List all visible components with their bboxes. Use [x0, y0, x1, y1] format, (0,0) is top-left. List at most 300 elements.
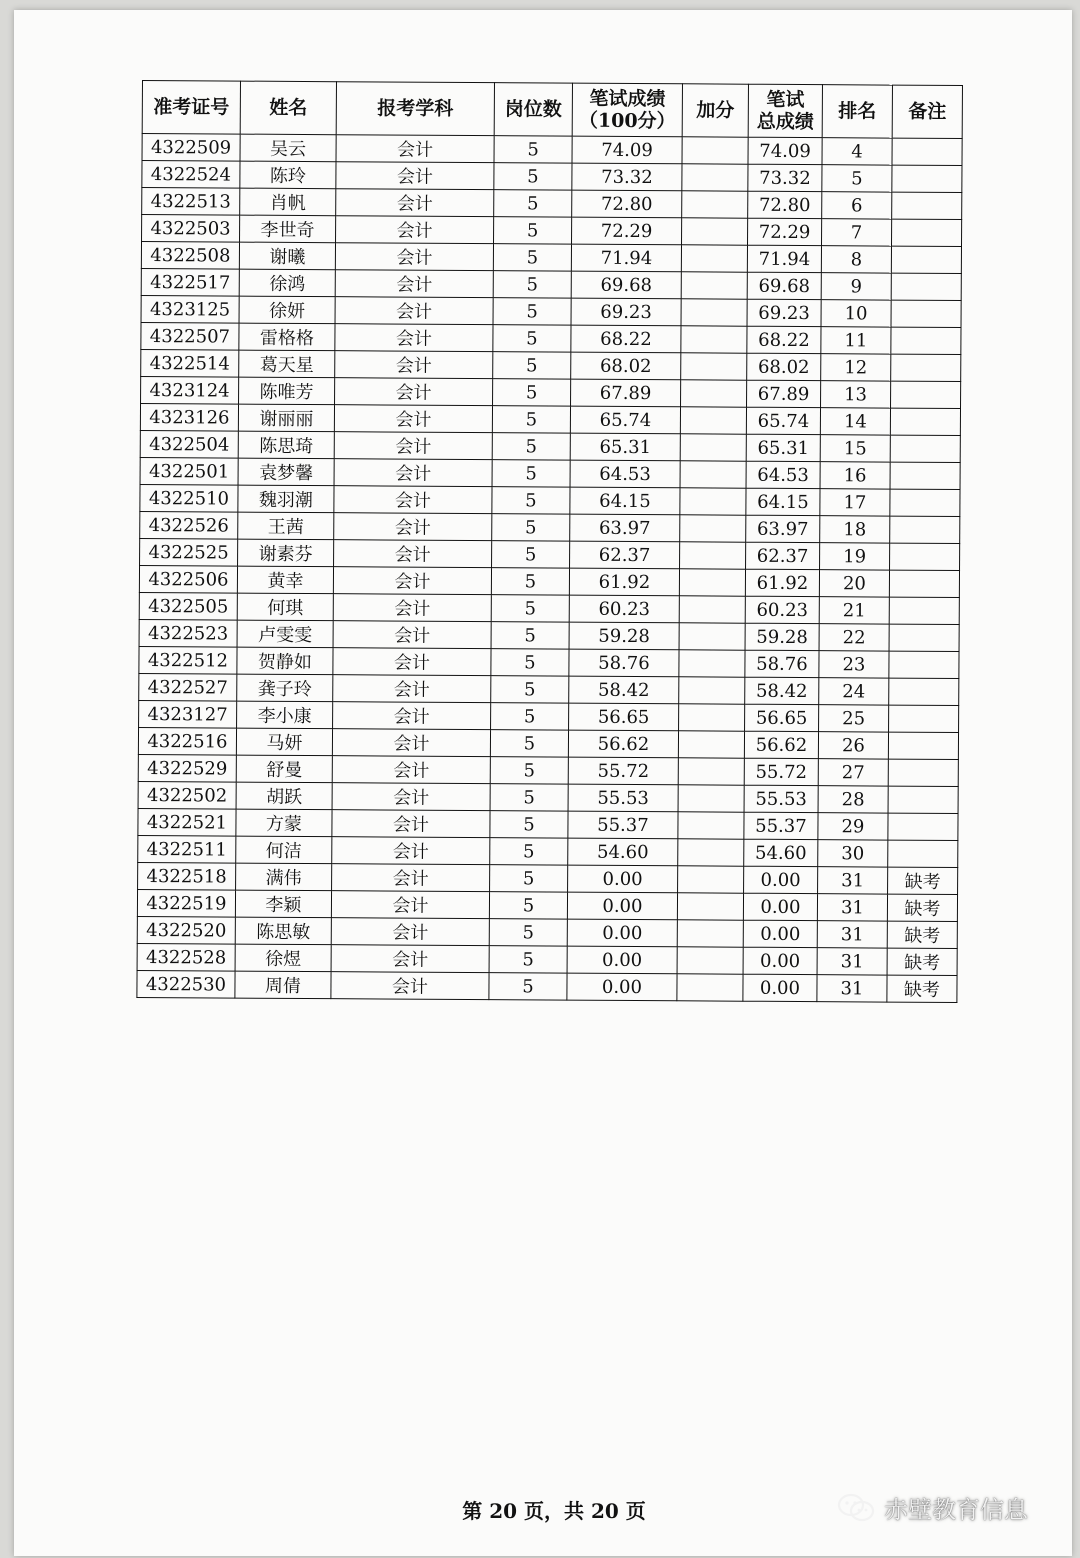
cell-total: 72.29 [748, 218, 822, 245]
cell-remark [889, 597, 959, 624]
cell-rank: 31 [817, 921, 887, 948]
cell-bonus [682, 218, 748, 245]
cell-bonus [681, 380, 747, 407]
cell-written: 74.09 [572, 136, 682, 164]
cell-positions: 5 [493, 325, 571, 352]
cell-written: 69.23 [571, 298, 681, 326]
cell-id: 4322529 [138, 754, 236, 782]
cell-bonus [680, 515, 746, 542]
cell-name: 李小康 [237, 701, 333, 729]
cell-remark [890, 435, 960, 462]
cell-id: 4322513 [142, 188, 240, 216]
wechat-icon [836, 1492, 876, 1524]
cell-written: 63.97 [570, 514, 680, 542]
header-positions: 岗位数 [494, 83, 572, 136]
cell-positions: 5 [492, 406, 570, 433]
cell-id: 4323127 [139, 700, 237, 728]
cell-subject: 会计 [332, 837, 490, 865]
cell-id: 4322528 [137, 943, 235, 971]
cell-remark [889, 624, 959, 651]
cell-written: 64.53 [570, 460, 680, 488]
cell-written: 72.80 [572, 190, 682, 218]
cell-total: 55.72 [744, 758, 818, 785]
cell-remark [891, 300, 961, 327]
table-row [141, 322, 961, 354]
cell-total: 0.00 [744, 866, 818, 893]
cell-rank: 20 [819, 570, 889, 597]
header-remark: 备注 [892, 85, 962, 138]
cell-total: 64.15 [746, 488, 820, 515]
header-subject: 报考学科 [336, 82, 494, 136]
cell-subject: 会计 [331, 972, 489, 1000]
cell-subject: 会计 [335, 297, 493, 325]
table-row [140, 403, 960, 435]
cell-positions: 5 [489, 892, 567, 919]
cell-rank: 16 [820, 462, 890, 489]
cell-subject: 会计 [332, 783, 490, 811]
cell-name: 吴云 [240, 134, 336, 162]
cell-name: 黄幸 [237, 566, 333, 594]
cell-bonus [680, 461, 746, 488]
cell-positions: 5 [491, 622, 569, 649]
cell-id: 4322514 [141, 349, 239, 377]
cell-positions: 5 [492, 514, 570, 541]
cell-id: 4322508 [141, 242, 239, 270]
header-total-line1: 笔试 [766, 88, 805, 112]
cell-total: 65.31 [746, 434, 820, 461]
cell-total: 72.80 [748, 191, 822, 218]
cell-rank: 19 [820, 543, 890, 570]
cell-name: 徐妍 [239, 296, 335, 324]
cell-positions: 5 [492, 433, 570, 460]
cell-name: 谢素芬 [238, 539, 334, 567]
header-total-score [748, 84, 822, 137]
cell-positions: 5 [492, 487, 570, 514]
cell-id: 4322509 [142, 134, 240, 162]
cell-name: 胡跃 [236, 782, 332, 810]
cell-rank: 12 [821, 354, 891, 381]
cell-bonus [679, 650, 745, 677]
cell-bonus [681, 326, 747, 353]
cell-remark [891, 381, 961, 408]
cell-rank: 21 [819, 597, 889, 624]
header-total-line2: 总成绩 [756, 110, 814, 134]
cell-rank: 14 [820, 408, 890, 435]
cell-subject: 会计 [334, 459, 492, 487]
cell-rank: 9 [821, 273, 891, 300]
cell-rank: 8 [821, 246, 891, 273]
cell-subject: 会计 [335, 378, 493, 406]
cell-positions: 5 [492, 460, 570, 487]
cell-total: 71.94 [747, 245, 821, 272]
cell-remark [888, 759, 958, 786]
cell-remark: 缺考 [887, 921, 957, 948]
cell-subject: 会计 [336, 216, 494, 244]
cell-name: 袁梦馨 [238, 458, 334, 486]
cell-subject: 会计 [332, 864, 490, 892]
cell-id: 4322517 [141, 268, 239, 296]
cell-id: 4322501 [140, 457, 238, 485]
cell-name: 谢曦 [239, 242, 335, 270]
cell-remark [890, 543, 960, 570]
cell-rank: 27 [818, 759, 888, 786]
cell-bonus [681, 353, 747, 380]
score-table [136, 80, 963, 1003]
table-row [139, 619, 959, 651]
table-header-row [142, 81, 962, 139]
cell-positions: 5 [492, 541, 570, 568]
cell-id: 4322520 [137, 916, 235, 944]
cell-total: 54.60 [744, 839, 818, 866]
cell-rank: 24 [819, 678, 889, 705]
cell-total: 73.32 [748, 164, 822, 191]
table-body [137, 134, 962, 1003]
cell-positions: 5 [491, 649, 569, 676]
cell-written: 61.92 [569, 568, 679, 596]
cell-written: 68.22 [571, 325, 681, 353]
cell-bonus [678, 731, 744, 758]
cell-name: 陈思敏 [235, 917, 331, 945]
cell-written: 55.53 [568, 784, 678, 812]
cell-written: 65.31 [570, 433, 680, 461]
cell-bonus [677, 893, 743, 920]
cell-id: 4322507 [141, 322, 239, 350]
cell-id: 4322512 [139, 646, 237, 674]
cell-total: 69.23 [747, 299, 821, 326]
cell-remark [890, 489, 960, 516]
cell-rank: 6 [822, 192, 892, 219]
cell-total: 63.97 [746, 515, 820, 542]
cell-written: 0.00 [568, 865, 678, 893]
cell-bonus [678, 866, 744, 893]
cell-name: 满伟 [236, 863, 332, 891]
cell-rank: 31 [817, 894, 887, 921]
cell-positions: 5 [491, 676, 569, 703]
header-id: 准考证号 [142, 81, 240, 135]
cell-bonus [681, 299, 747, 326]
cell-rank: 31 [817, 975, 887, 1002]
cell-name: 龚子玲 [237, 674, 333, 702]
cell-bonus [680, 488, 746, 515]
table-row [139, 673, 959, 705]
cell-total: 59.28 [745, 623, 819, 650]
cell-written: 56.62 [568, 730, 678, 758]
cell-total: 60.23 [745, 596, 819, 623]
cell-positions: 5 [494, 217, 572, 244]
cell-positions: 5 [491, 595, 569, 622]
cell-name: 葛天星 [239, 350, 335, 378]
cell-remark [890, 516, 960, 543]
cell-remark [888, 732, 958, 759]
cell-rank: 15 [820, 435, 890, 462]
cell-name: 李颖 [235, 890, 331, 918]
cell-bonus [680, 542, 746, 569]
cell-written: 0.00 [567, 892, 677, 920]
cell-subject: 会计 [332, 810, 490, 838]
cell-positions: 5 [490, 757, 568, 784]
cell-subject: 会计 [334, 486, 492, 514]
cell-total: 68.02 [747, 353, 821, 380]
cell-subject: 会计 [334, 432, 492, 460]
cell-id: 4322530 [137, 970, 235, 998]
cell-subject: 会计 [331, 891, 489, 919]
cell-id: 4322504 [140, 430, 238, 458]
cell-positions: 5 [493, 244, 571, 271]
table-row [140, 538, 960, 570]
cell-positions: 5 [491, 568, 569, 595]
cell-bonus [681, 272, 747, 299]
cell-total: 55.37 [744, 812, 818, 839]
cell-total: 69.68 [747, 272, 821, 299]
cell-rank: 30 [818, 840, 888, 867]
header-bonus: 加分 [682, 84, 748, 137]
table-row [140, 484, 960, 516]
cell-total: 62.37 [746, 542, 820, 569]
cell-written: 55.72 [568, 757, 678, 785]
cell-id: 4322524 [142, 161, 240, 189]
cell-bonus [679, 704, 745, 731]
cell-bonus [679, 596, 745, 623]
cell-rank: 28 [818, 786, 888, 813]
cell-subject: 会计 [332, 729, 490, 757]
cell-id: 4322525 [140, 538, 238, 566]
cell-total: 58.76 [745, 650, 819, 677]
cell-rank: 10 [821, 300, 891, 327]
cell-subject: 会计 [333, 567, 491, 595]
cell-written: 0.00 [567, 946, 677, 974]
cell-written: 62.37 [570, 541, 680, 569]
cell-written: 68.02 [571, 352, 681, 380]
cell-total: 0.00 [743, 974, 817, 1001]
cell-remark [890, 462, 960, 489]
cell-subject: 会计 [333, 702, 491, 730]
cell-positions: 5 [490, 811, 568, 838]
cell-written: 67.89 [571, 379, 681, 407]
cell-subject: 会计 [334, 513, 492, 541]
cell-bonus [679, 569, 745, 596]
cell-total: 0.00 [743, 947, 817, 974]
cell-rank: 17 [820, 489, 890, 516]
cell-name: 雷格格 [239, 323, 335, 351]
cell-positions: 5 [493, 379, 571, 406]
cell-written: 0.00 [567, 973, 677, 1001]
cell-subject: 会计 [335, 324, 493, 352]
table-row [141, 376, 961, 408]
cell-id: 4322521 [138, 808, 236, 836]
cell-rank: 18 [820, 516, 890, 543]
cell-total: 65.74 [746, 407, 820, 434]
cell-subject: 会计 [336, 189, 494, 217]
cell-name: 何琪 [237, 593, 333, 621]
cell-written: 72.29 [572, 217, 682, 245]
cell-remark [891, 246, 961, 273]
cell-id: 4322510 [140, 484, 238, 512]
cell-remark: 缺考 [887, 975, 957, 1002]
page-number: 第 20 页，共 20 页 [462, 1499, 646, 1523]
cell-positions: 5 [490, 784, 568, 811]
cell-id: 4322526 [140, 511, 238, 539]
cell-remark [892, 138, 962, 165]
cell-remark [888, 813, 958, 840]
cell-bonus [678, 758, 744, 785]
cell-bonus [680, 434, 746, 461]
cell-name: 徐鸿 [239, 269, 335, 297]
table-row [139, 700, 959, 732]
table-row [142, 215, 962, 247]
cell-written: 64.15 [570, 487, 680, 515]
cell-total: 0.00 [743, 920, 817, 947]
cell-positions: 5 [493, 352, 571, 379]
cell-rank: 31 [817, 948, 887, 975]
cell-total: 74.09 [748, 137, 822, 164]
cell-remark [889, 570, 959, 597]
table-row [137, 970, 957, 1002]
cell-positions: 5 [490, 838, 568, 865]
table-row [141, 349, 961, 381]
cell-subject: 会计 [333, 648, 491, 676]
cell-remark [892, 192, 962, 219]
cell-subject: 会计 [336, 135, 494, 163]
table-row [137, 916, 957, 948]
cell-total: 56.65 [745, 704, 819, 731]
cell-rank: 26 [818, 732, 888, 759]
cell-name: 陈唯芳 [239, 377, 335, 405]
cell-remark: 缺考 [887, 948, 957, 975]
cell-rank: 25 [819, 705, 889, 732]
cell-bonus [682, 164, 748, 191]
cell-total: 55.53 [744, 785, 818, 812]
cell-name: 马妍 [236, 728, 332, 756]
table-row [139, 646, 959, 678]
cell-total: 58.42 [745, 677, 819, 704]
cell-id: 4322519 [137, 889, 235, 917]
cell-subject: 会计 [335, 351, 493, 379]
cell-id: 4322527 [139, 673, 237, 701]
cell-total: 56.62 [744, 731, 818, 758]
header-rank: 排名 [822, 85, 892, 138]
cell-subject: 会计 [332, 756, 490, 784]
watermark-text: 赤壁教育信息 [884, 1496, 1028, 1524]
cell-written: 59.28 [569, 622, 679, 650]
cell-remark: 缺考 [888, 867, 958, 894]
cell-total: 61.92 [745, 569, 819, 596]
cell-subject: 会计 [334, 405, 492, 433]
cell-positions: 5 [490, 865, 568, 892]
cell-remark [891, 219, 961, 246]
cell-name: 舒曼 [236, 755, 332, 783]
cell-positions: 5 [494, 136, 572, 163]
cell-positions: 5 [491, 703, 569, 730]
cell-subject: 会计 [335, 243, 493, 271]
cell-name: 李世奇 [240, 215, 336, 243]
cell-bonus [680, 407, 746, 434]
cell-bonus [679, 623, 745, 650]
cell-positions: 5 [493, 298, 571, 325]
cell-bonus [677, 920, 743, 947]
cell-id: 4322505 [139, 592, 237, 620]
document-page [14, 10, 1072, 1556]
cell-remark [889, 678, 959, 705]
cell-written: 54.60 [568, 838, 678, 866]
cell-written: 58.42 [569, 676, 679, 704]
cell-rank: 4 [822, 138, 892, 165]
cell-bonus [682, 191, 748, 218]
cell-subject: 会计 [331, 945, 489, 973]
cell-rank: 29 [818, 813, 888, 840]
cell-id: 4322516 [138, 727, 236, 755]
cell-rank: 11 [821, 327, 891, 354]
cell-subject: 会计 [331, 918, 489, 946]
cell-positions: 5 [493, 271, 571, 298]
cell-rank: 13 [821, 381, 891, 408]
cell-rank: 31 [818, 867, 888, 894]
cell-id: 4322503 [142, 215, 240, 243]
cell-written: 73.32 [572, 163, 682, 191]
cell-name: 方蒙 [236, 809, 332, 837]
cell-remark [892, 165, 962, 192]
cell-name: 贺静如 [237, 647, 333, 675]
cell-name: 徐煜 [235, 944, 331, 972]
cell-name: 魏羽潮 [238, 485, 334, 513]
cell-remark [889, 705, 959, 732]
cell-remark [890, 408, 960, 435]
header-written-line1: 笔试成绩 [589, 87, 666, 111]
cell-subject: 会计 [335, 270, 493, 298]
cell-written: 58.76 [569, 649, 679, 677]
cell-name: 谢丽丽 [238, 404, 334, 432]
cell-id: 4322506 [139, 565, 237, 593]
cell-bonus [681, 245, 747, 272]
cell-bonus [678, 812, 744, 839]
watermark [836, 1490, 1028, 1525]
cell-positions: 5 [494, 163, 572, 190]
table-row [140, 430, 960, 462]
cell-name: 陈思琦 [238, 431, 334, 459]
cell-remark [889, 651, 959, 678]
cell-bonus [677, 947, 743, 974]
cell-written: 0.00 [567, 919, 677, 947]
cell-total: 67.89 [747, 380, 821, 407]
header-written-score [572, 83, 682, 137]
cell-name: 何洁 [236, 836, 332, 864]
cell-id: 4323124 [141, 376, 239, 404]
cell-remark [891, 354, 961, 381]
cell-written: 65.74 [570, 406, 680, 434]
cell-bonus [679, 677, 745, 704]
cell-name: 陈玲 [240, 161, 336, 189]
cell-written: 69.68 [571, 271, 681, 299]
cell-id: 4322502 [138, 781, 236, 809]
cell-rank: 23 [819, 651, 889, 678]
cell-total: 68.22 [747, 326, 821, 353]
cell-remark [891, 273, 961, 300]
cell-rank: 7 [822, 219, 892, 246]
cell-name: 卢雯雯 [237, 620, 333, 648]
cell-bonus [682, 137, 748, 164]
cell-id: 4322518 [138, 862, 236, 890]
cell-remark [888, 786, 958, 813]
cell-subject: 会计 [333, 621, 491, 649]
cell-remark: 缺考 [887, 894, 957, 921]
cell-subject: 会计 [333, 675, 491, 703]
cell-name: 肖帆 [240, 188, 336, 216]
cell-bonus [677, 974, 743, 1001]
cell-id: 4323126 [140, 403, 238, 431]
cell-written: 56.65 [569, 703, 679, 731]
cell-id: 4323125 [141, 295, 239, 323]
cell-written: 71.94 [571, 244, 681, 272]
cell-remark [888, 840, 958, 867]
